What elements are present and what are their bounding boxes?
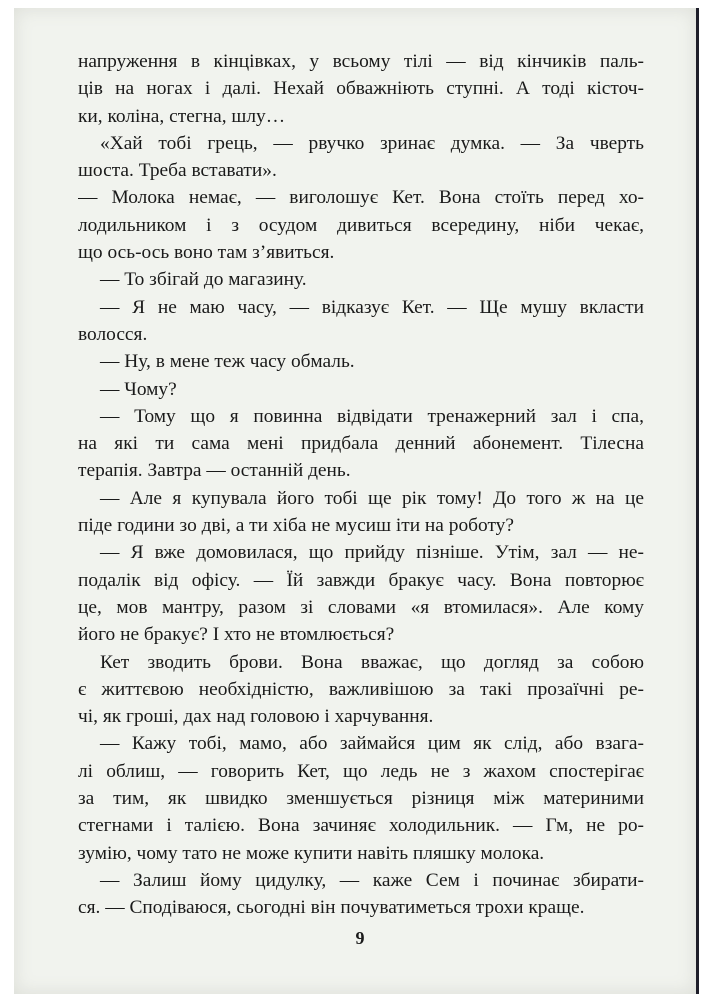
text-line: що ось-ось воно там з’явиться. (78, 242, 335, 264)
text-line: — Чому? (100, 378, 177, 400)
text-line: — Але я купувала його тобі ще рік тому! До того ж на це (100, 487, 644, 509)
text-line: це, мов мантру, разом зі словами «я втомилася». Але кому (78, 596, 644, 618)
text-line: «Хай тобі грець, — рвучко зринає думка. — За чверть (100, 132, 644, 154)
text-line: — Молока немає, — виголошує Кет. Вона стоїть перед хо- (78, 187, 644, 209)
page-text (78, 48, 644, 922)
text-line: є життєвою необхідністю, важливішою за такі прозаїчні ре- (78, 678, 644, 700)
text-line: за тим, як швидко зменшується різниця між материними (78, 788, 644, 810)
text-line: на які ти сама мені придбала денний абонемент. Тілесна (78, 433, 644, 455)
text-line: стегнами і талією. Вона зачиняє холодильник. — Гм, не ро- (78, 815, 644, 837)
text-line: — Залиш йому цидулку, — каже Сем і починає збирати- (100, 869, 644, 891)
text-line: волосся. (78, 323, 148, 345)
text-line: Кет зводить брови. Вона вважає, що догляд за собою (100, 651, 644, 673)
text-line: — Я вже домовилася, що прийду пізніше. Утім, зал — не- (100, 542, 644, 564)
text-line: піде години зо дві, а ти хіба не мусиш іти на роботу? (78, 515, 514, 537)
text-line: — То збігай до магазину. (100, 269, 307, 291)
page-number: 9 (355, 928, 365, 948)
text-line: — Я не маю часу, — відказує Кет. — Ще мушу вкласти (100, 296, 644, 318)
text-line: лі облиш, — говорить Кет, що ледь не з жахом спостерігає (78, 760, 644, 782)
text-line: ся. — Сподіваюся, сьогодні він почуватиметься трохи краще. (78, 897, 585, 919)
text-line: чі, як гроші, дах над головою і харчування. (78, 706, 434, 728)
text-line: ки, коліна, стегна, шлу… (78, 105, 286, 127)
text-line: — Кажу тобі, мамо, або займайся цим як слід, або взага- (100, 733, 644, 755)
text-line: ців на ногах і далі. Нехай обважніють ступні. А тоді кісточ- (78, 78, 644, 100)
text-line: подалік від офісу. — Їй завжди бракує часу. Вона повторює (78, 569, 644, 591)
text-line: — Ну, в мене теж часу обмаль. (100, 351, 355, 373)
text-line: терапія. Завтра — останній день. (78, 460, 351, 482)
text-line: лодильником і з осудом дивиться всередину, ніби чекає, (78, 214, 644, 236)
text-line: — Тому що я повинна відвідати тренажерний зал і спа, (100, 405, 644, 427)
text-line: шоста. Треба вставати». (78, 160, 277, 182)
text-line: напруження в кінцівках, у всьому тілі — від кінчиків паль- (78, 51, 644, 72)
text-line: його не бракує? І хто не втомлюється? (78, 624, 395, 646)
text-line: зумію, чому тато не може купити навіть пляшку молока. (78, 842, 545, 864)
